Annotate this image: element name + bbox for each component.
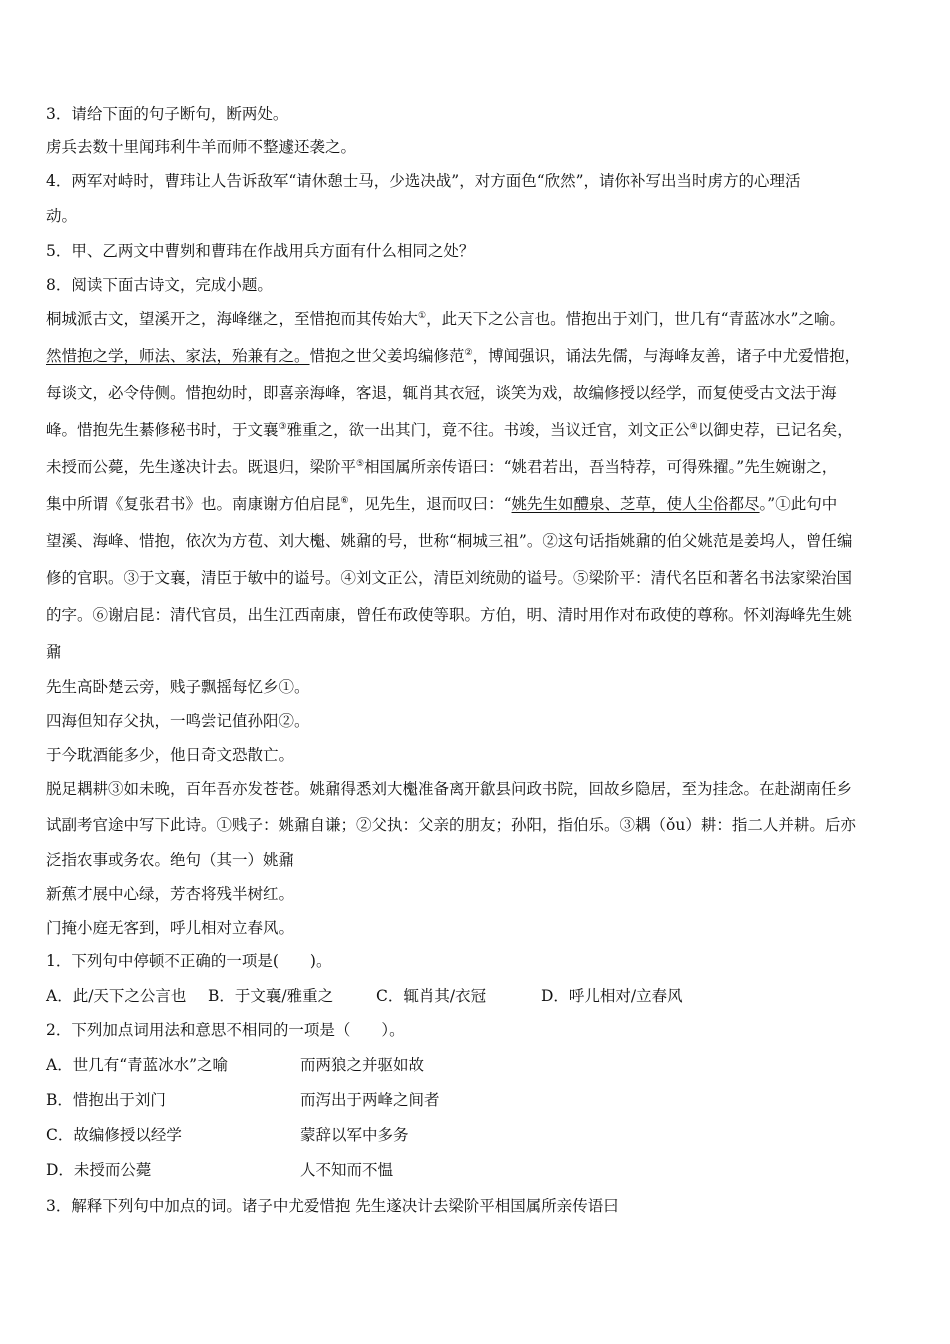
underlined-sentence: 姚先生如醴泉、芝草，使人尘俗都尽 bbox=[511, 495, 760, 513]
annotation-line: 修的官职。③于文襄，清臣于敏中的谥号。④刘文正公，清臣刘统勋的谥号。⑤梁阶平：清代名臣和著名书法家梁治国 bbox=[46, 569, 853, 587]
passage-line: 峰。惜抱先生綦修秘书时，于文襄③雅重之，欲一出其门，竟不往。书竣，当议迁官，刘文正公④以御史荐，已记名矣， bbox=[46, 421, 853, 439]
poem-line: 四海但知存父执，一鸣尝记值孙阳②。 bbox=[46, 712, 310, 730]
poem-line: 新蕉才展中心绿，芳杏将残半树红。 bbox=[46, 885, 295, 903]
document-page: 3．请给下面的句子断句，断两处。 虏兵去数十里闻玮利牛羊而师不整遽还袭之。 4．两军对峙时，曹玮让人告诉敌军“请休憩士马，少选决战”，对方面色“欣然”，请你补写出当时虏方的心理活 动。 5．甲、乙两文中曹刿和曹玮在作战用兵方面有什么相同之处？ 8．阅读下面古诗文，完成小题。 桐城派古文，望溪开之，海峰继之，至惜抱而其传始大①，此天下之公言也。惜抱出于刘门，世几有“青蓝冰水”之喻。 然惜抱之学，师法、家法，殆兼有之。惜抱之世父姜坞编修范②，博闻强识，诵法先儒，与海峰友善，诸子中尤爱惜抱， 每谈文，必令侍侧。惜抱幼时，即喜亲海峰，客退，辄肖其衣冠，谈笑为戏，故编修授以经学，而复使受古文法于海 峰。惜抱先生綦修秘书时，于文襄③雅重之，欲一出其门，竟不往。书竣，当议迁官，刘文正公④以御史荐，已记名矣， 未授而公薨，先生遂决计去。既退归，梁阶平⑤相国属所亲传语曰：“姚君若出，吾当特荐，可得殊擢。”先生婉谢之， 集中所谓《复张君书》也。南康谢方伯启昆⑥，见先生，退而叹曰：“姚先生如醴泉、芝草，使人尘俗都尽。”①此句中 望溪、海峰、惜抱，依次为方苞、刘大櫆、姚鼐的号，世称“桐城三祖”。②这句话指姚鼐的伯父姚范是姜坞人，曾任编 修的官职。③于文襄，清臣于敏中的谥号。④刘文正公，清臣刘统勋的谥号。⑤梁阶平：清代名臣和著名书法家梁治国 的字。⑥谢启昆：清代官员，出生江西南康，曾任布政使等职。方伯，明、清时用作对布政使的尊称。怀刘海峰先生姚 鼐 先生高卧楚云旁，贱子飘摇每忆乡①。 四海但知存父执，一鸣尝记值孙阳②。 于今耽酒能多少，他日奇文恐散亡。 脱足耦耕③如未晚，百年吾亦发苍苍。姚鼐得悉刘大櫆准备离开歙县问政书院，回故乡隐居，至为挂念。在赴湖南任乡 试副考官途中写下此诗。①贱子：姚鼐自谦；②父执：父亲的朋友；孙阳，指伯乐。③耦（ǒu）耕：指二人并耕。后亦 泛指农事或务农。绝句（其一）姚鼐 新蕉才展中心绿，芳杏将残半树红。 门掩小庭无客到，呼儿相对立春风。 1．下列句中停顿不正确的一项是( )。 A．此/天下之公言也 B．于文襄/雅重之 C．辄肖其/衣冠 D．呼儿相对/立春风 2．下列加点词用法和意思不相同的一项是（ ）。 A．世几有“青蓝冰水”之喻 而两狼之并驱如故 B．惜抱出于刘门 而泻出于两峰之间者 C．故编修授以经学 蒙辞以军中多务 D．未授而公薨 人不知而不愠 3．解释下列句中加点的词。诸子中尤爱惜抱 先生遂决计去梁阶平相国属所亲传语曰 bbox=[0, 0, 950, 1344]
poem-line: 先生高卧楚云旁，贱子飘摇每忆乡①。 bbox=[46, 678, 310, 696]
annotation-line: 望溪、海峰、惜抱，依次为方苞、刘大櫆、姚鼐的号，世称“桐城三祖”。②这句话指姚鼐的伯父姚范是姜坞人，曾任编 bbox=[46, 532, 853, 550]
q2-stem: 2．下列加点词用法和意思不相同的一项是（ ）。 bbox=[46, 1021, 405, 1039]
section-8-heading: 8．阅读下面古诗文，完成小题。 bbox=[46, 276, 273, 294]
q1-stem: 1．下列句中停顿不正确的一项是( )。 bbox=[46, 952, 332, 970]
q4-line-2: 动。 bbox=[46, 207, 78, 225]
passage-line: 然惜抱之学，师法、家法，殆兼有之。惜抱之世父姜坞编修范②，博闻强识，诵法先儒，与海峰友善，诸子中尤爱惜抱， bbox=[46, 347, 861, 365]
poem-line: 泛指农事或务农。绝句（其一）姚鼐 bbox=[46, 851, 295, 869]
poem-line: 于今耽酒能多少，他日奇文恐散亡。 bbox=[46, 746, 295, 764]
poem-line: 脱足耦耕③如未晚，百年吾亦发苍苍。姚鼐得悉刘大櫆准备离开歙县问政书院，回故乡隐居，至为挂念。在赴湖南任乡 bbox=[46, 780, 853, 798]
q1-option-b[interactable]: B．于文襄/雅重之 bbox=[208, 987, 334, 1005]
q1-option-d[interactable]: D．呼儿相对/立春风 bbox=[541, 987, 683, 1005]
passage-line: 未授而公薨，先生遂决计去。既退归，梁阶平⑤相国属所亲传语曰：“姚君若出，吾当特荐，可得殊擢。”先生婉谢之， bbox=[46, 458, 838, 476]
q4-line-1: 4．两军对峙时，曹玮让人告诉敌军“请休憩士马，少选决战”，对方面色“欣然”，请你补写出当时虏方的心理活 bbox=[46, 172, 801, 190]
passage-line: 每谈文，必令侍侧。惜抱幼时，即喜亲海峰，客退，辄肖其衣冠，谈笑为戏，故编修授以经学，而复使受古文法于海 bbox=[46, 384, 837, 402]
poem-line: 试副考官途中写下此诗。①贱子：姚鼐自谦；②父执：父亲的朋友；孙阳，指伯乐。③耦（ǒu）耕：指二人并耕。后亦 bbox=[46, 816, 856, 834]
underlined-sentence: 然惜抱之学，师法、家法，殆兼有之。 bbox=[46, 347, 310, 365]
q3-prompt: 3．请给下面的句子断句，断两处。 bbox=[46, 105, 289, 123]
annotation-line: 鼐 bbox=[46, 643, 62, 661]
poem-line: 门掩小庭无客到，呼儿相对立春风。 bbox=[46, 919, 295, 937]
q1-option-c[interactable]: C．辄肖其/衣冠 bbox=[376, 987, 487, 1005]
annotation-line: 的字。⑥谢启昆：清代官员，出生江西南康，曾任布政使等职。方伯，明、清时用作对布政使的尊称。怀刘海峰先生姚 bbox=[46, 606, 853, 624]
q1-option-a[interactable]: A．此/天下之公言也 bbox=[46, 987, 187, 1005]
passage-line: 桐城派古文，望溪开之，海峰继之，至惜抱而其传始大①，此天下之公言也。惜抱出于刘门，世几有“青蓝冰水”之喻。 bbox=[46, 310, 845, 328]
passage-line: 集中所谓《复张君书》也。南康谢方伯启昆⑥，见先生，退而叹曰：“姚先生如醴泉、芝草，使人尘俗都尽。”①此句中 bbox=[46, 495, 838, 513]
q3-sentence: 虏兵去数十里闻玮利牛羊而师不整遽还袭之。 bbox=[46, 138, 357, 156]
q5: 5．甲、乙两文中曹刿和曹玮在作战用兵方面有什么相同之处？ bbox=[46, 242, 475, 260]
q3b-stem: 3．解释下列句中加点的词。诸子中尤爱惜抱 先生遂决计去梁阶平相国属所亲传语曰 bbox=[46, 1197, 619, 1215]
